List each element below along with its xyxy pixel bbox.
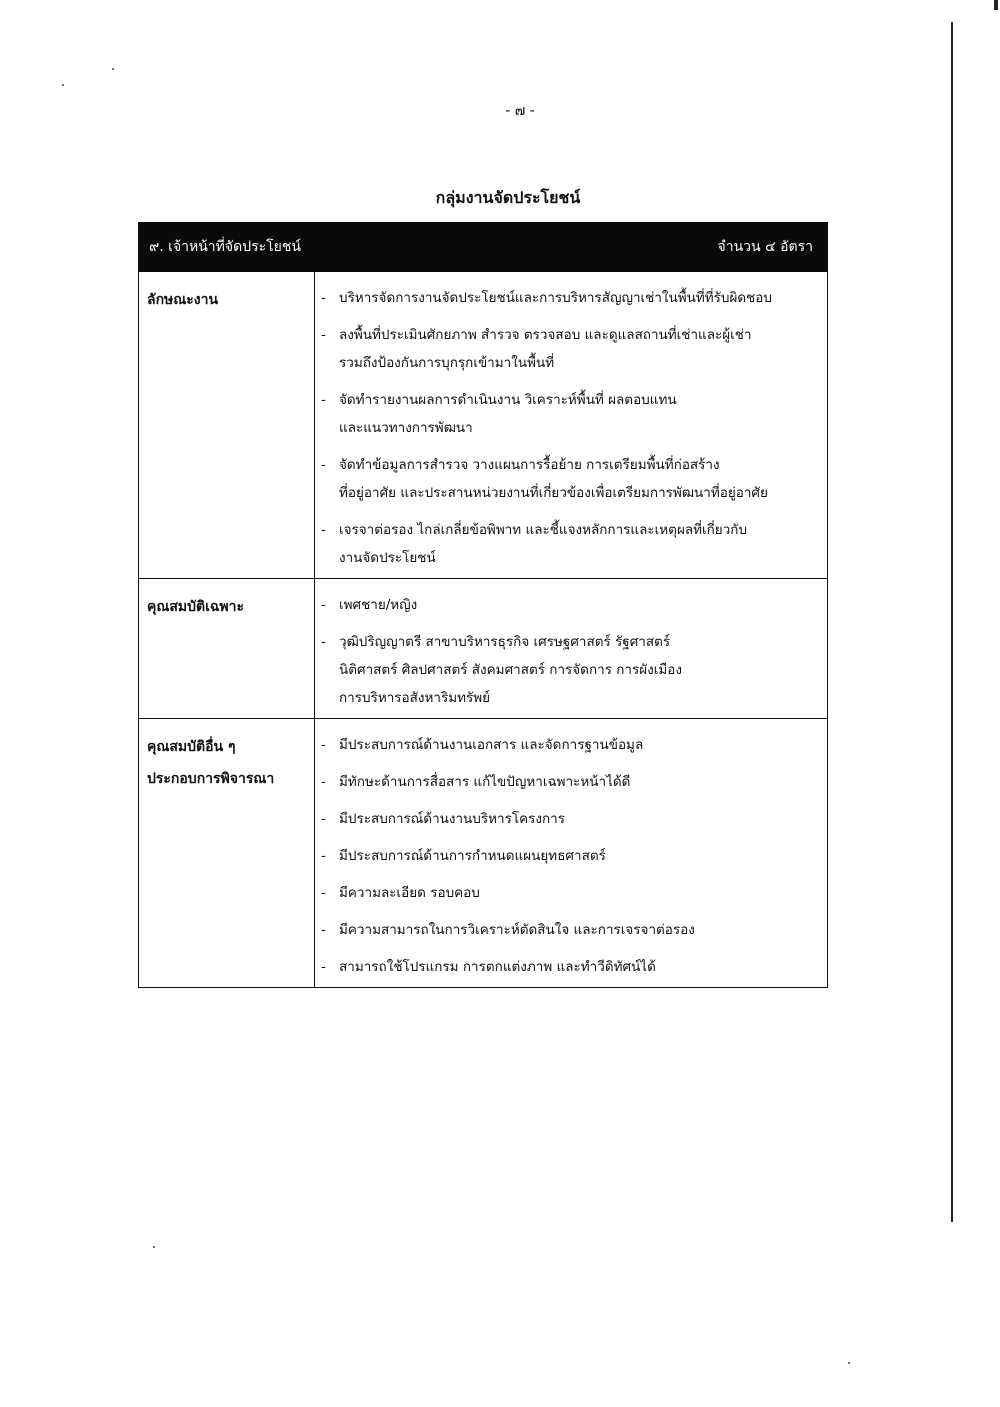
bullet-dash: - bbox=[321, 848, 326, 864]
row-content bbox=[315, 579, 827, 718]
bullet-dash: - bbox=[321, 737, 326, 753]
bullet-item bbox=[321, 516, 821, 572]
bullet-item bbox=[321, 731, 821, 759]
bullet-item bbox=[321, 386, 821, 442]
scan-speck bbox=[62, 84, 64, 86]
bullet-dash: - bbox=[321, 457, 326, 473]
job-description-row bbox=[139, 272, 827, 578]
bullet-item bbox=[321, 842, 821, 870]
other-qualifications-row bbox=[139, 718, 827, 987]
row-label bbox=[139, 579, 315, 718]
bullet-text bbox=[339, 916, 821, 944]
bullet-dash: - bbox=[321, 634, 326, 650]
table-body bbox=[139, 272, 827, 987]
bullet-dash: - bbox=[321, 597, 326, 613]
bullet-text bbox=[339, 768, 821, 796]
bullet-item bbox=[321, 916, 821, 944]
bullet-text-line: มีประสบการณ์ด้านงานบริหารโครงการ bbox=[339, 811, 565, 827]
scan-speck bbox=[153, 1246, 155, 1248]
bullet-item bbox=[321, 805, 821, 833]
bullet-item bbox=[321, 953, 821, 981]
bullet-text-line: มีทักษะด้านการสื่อสาร แก้ไขปัญหาเฉพาะหน้าได้ดี bbox=[339, 774, 631, 790]
bullet-text-line: มีประสบการณ์ด้านงานเอกสาร และจัดการฐานข้อมูล bbox=[339, 737, 644, 753]
bullet-text bbox=[339, 731, 821, 759]
scan-speck bbox=[848, 1362, 850, 1364]
bullet-item bbox=[321, 451, 821, 507]
bullet-text-line: มีความละเอียด รอบคอบ bbox=[339, 885, 480, 901]
bullet-text-line: จัดทำรายงานผลการดำเนินงาน วิเคราะห์พื้นที่ ผลตอบแทน bbox=[339, 392, 677, 408]
row-label-line: คุณสมบัติเฉพาะ bbox=[147, 599, 245, 615]
bullet-text-line: รวมถึงป้องกันการบุกรุกเข้ามาในพื้นที่ bbox=[339, 355, 555, 371]
bullet-text-line: และแนวทางการพัฒนา bbox=[339, 420, 473, 436]
bullet-text bbox=[339, 591, 821, 619]
bullet-text-line: มีความสามารถในการวิเคราะห์ตัดสินใจ และการเจรจาต่อรอง bbox=[339, 922, 695, 938]
row-content bbox=[315, 719, 827, 987]
bullet-text-line: สามารถใช้โปรแกรม การตกแต่งภาพ และทำวีดิทัศน์ได้ bbox=[339, 959, 656, 975]
bullet-text-line: เจรจาต่อรอง ไกล่เกลี่ยข้อพิพาท และชี้แจงหลักการและเหตุผลที่เกี่ยวกับ bbox=[339, 522, 748, 538]
bullet-item bbox=[321, 879, 821, 907]
bullet-dash: - bbox=[321, 522, 326, 538]
bullet-item bbox=[321, 591, 821, 619]
bullet-dash: - bbox=[321, 327, 326, 343]
bullet-text bbox=[339, 628, 821, 712]
bullet-text bbox=[339, 321, 821, 377]
bullet-text-line: บริหารจัดการงานจัดประโยชน์และการบริหารสัญญาเช่าในพื้นที่ที่รับผิดชอบ bbox=[339, 290, 772, 306]
bullet-dash: - bbox=[321, 885, 326, 901]
bullet-text-line: ที่อยู่อาศัย และประสานหน่วยงานที่เกี่ยวข้องเพื่อเตรียมการพัฒนาที่อยู่อาศัย bbox=[339, 485, 768, 501]
bullet-dash: - bbox=[321, 959, 326, 975]
job-position-table bbox=[138, 222, 828, 988]
table-header bbox=[139, 222, 827, 272]
bullet-text-line: การบริหารอสังหาริมทรัพย์ bbox=[339, 690, 491, 706]
scan-speck bbox=[112, 68, 114, 70]
row-content bbox=[315, 272, 827, 578]
row-label bbox=[139, 719, 315, 987]
bullet-text-line: จัดทำข้อมูลการสำรวจ วางแผนการรื้อย้าย การเตรียมพื้นที่ก่อสร้าง bbox=[339, 457, 720, 473]
row-label bbox=[139, 272, 315, 578]
row-label-line: คุณสมบัติอื่น ๆ bbox=[147, 739, 236, 755]
row-label-line: ลักษณะงาน bbox=[147, 292, 219, 308]
bullet-text-line: นิติศาสตร์ ศิลปศาสตร์ สังคมศาสตร์ การจัดการ การผังเมือง bbox=[339, 662, 682, 678]
bullet-item bbox=[321, 768, 821, 796]
bullet-text bbox=[339, 805, 821, 833]
bullet-text-line: งานจัดประโยชน์ bbox=[339, 550, 436, 566]
bullet-text bbox=[339, 953, 821, 981]
row-label-line: ประกอบการพิจารณา bbox=[147, 771, 275, 787]
bullet-dash: - bbox=[321, 774, 326, 790]
page-number: - ๗ - bbox=[505, 103, 535, 119]
bullet-text-line: วุฒิปริญญาตรี สาขาบริหารธุรกิจ เศรษฐศาสตร์ รัฐศาสตร์ bbox=[339, 634, 671, 650]
bullet-dash: - bbox=[321, 811, 326, 827]
specific-qualifications-row bbox=[139, 578, 827, 718]
section-title: กลุ่มงานจัดประโยชน์ bbox=[435, 188, 581, 207]
position-title: ๙. เจ้าหน้าที่จัดประโยชน์ bbox=[149, 239, 301, 255]
bullet-text bbox=[339, 284, 821, 312]
bullet-text bbox=[339, 516, 821, 572]
bullet-dash: - bbox=[321, 392, 326, 408]
bullet-text-line: มีประสบการณ์ด้านการกำหนดแผนยุทธศาสตร์ bbox=[339, 848, 606, 864]
bullet-text bbox=[339, 879, 821, 907]
bullet-text-line: เพศชาย/หญิง bbox=[339, 597, 418, 613]
bullet-dash: - bbox=[321, 922, 326, 938]
bullet-text bbox=[339, 451, 821, 507]
bullet-text-line: ลงพื้นที่ประเมินศักยภาพ สำรวจ ตรวจสอบ และดูแลสถานที่เช่าและผู้เช่า bbox=[339, 327, 752, 343]
bullet-text bbox=[339, 386, 821, 442]
bullet-dash: - bbox=[321, 290, 326, 306]
bullet-text bbox=[339, 842, 821, 870]
scan-corner-mark bbox=[994, 0, 998, 10]
position-quota: จำนวน ๔ อัตรา bbox=[717, 239, 813, 255]
bullet-item bbox=[321, 628, 821, 712]
bullet-item bbox=[321, 284, 821, 312]
bullet-item bbox=[321, 321, 821, 377]
